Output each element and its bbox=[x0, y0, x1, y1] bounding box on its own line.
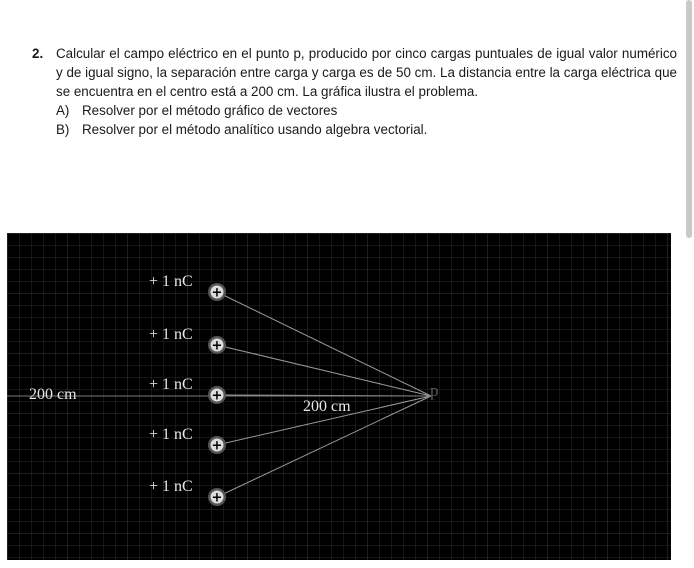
charge-label: + 1 nC bbox=[149, 478, 193, 495]
plus-sign-icon: + bbox=[211, 388, 223, 404]
scrollbar[interactable] bbox=[686, 0, 692, 238]
sub-question-list bbox=[56, 101, 677, 139]
charge-label: + 1 nC bbox=[149, 376, 193, 393]
sub-question-marker: A) bbox=[56, 103, 70, 118]
problem-statement: Calcular el campo eléctrico en el punto p, producido por cinco cargas puntuales de igual valor numérico y de igual signo, la separación entre carga y carga es de 50 cm. La distancia entre la carga eléctrica que se encuentra en el centro está a 200 cm. La gráfica ilustra el problema. bbox=[56, 46, 677, 99]
charge-label: + 1 nC bbox=[149, 426, 193, 443]
plus-sign-icon: + bbox=[211, 285, 223, 301]
plus-sign-icon: + bbox=[211, 338, 223, 354]
sub-question-marker: B) bbox=[56, 122, 70, 137]
point-p-label: p bbox=[430, 381, 439, 400]
charge-diagram bbox=[7, 233, 671, 560]
plus-sign-icon: + bbox=[211, 490, 223, 506]
problem-block bbox=[32, 44, 677, 139]
plus-sign-icon: + bbox=[211, 438, 223, 454]
left-distance-label: 200 cm bbox=[29, 386, 77, 403]
charge-label: + 1 nC bbox=[149, 326, 193, 343]
problem-number: 2. bbox=[32, 46, 44, 61]
diagram-canvas bbox=[7, 233, 671, 560]
sub-question-text: Resolver por el método gráfico de vectores bbox=[82, 103, 338, 118]
sub-question-a bbox=[56, 101, 677, 120]
charge-label: + 1 nC bbox=[149, 273, 193, 290]
sub-question-text: Resolver por el método analítico usando algebra vectorial. bbox=[82, 122, 428, 137]
sub-question-b bbox=[56, 120, 677, 139]
center-distance-label: 200 cm bbox=[303, 398, 351, 415]
